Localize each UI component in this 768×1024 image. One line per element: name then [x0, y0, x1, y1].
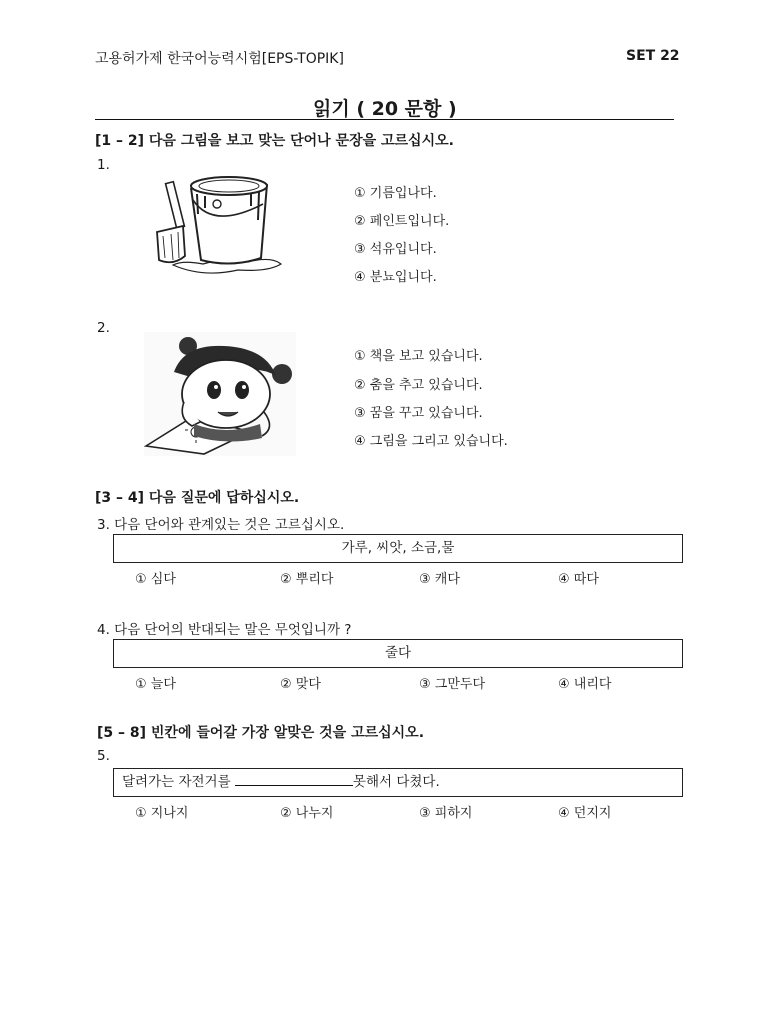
q3-prompt: 3. 다음 단어와 관계있는 것은 고르십시오. [97, 517, 345, 533]
q4-option-3[interactable]: ③ 그만두다 [419, 677, 486, 692]
section1-instruction [95, 130, 454, 150]
header-right: SET 22 [626, 48, 680, 64]
girl-drawing-image [144, 332, 296, 456]
q3-option-4[interactable]: ④ 따다 [558, 572, 599, 587]
q4-prompt: 4. 다음 단어의 반대되는 말은 무엇입니까 ? [97, 622, 352, 638]
q3-option-3[interactable]: ③ 캐다 [419, 572, 460, 587]
q3-option-2[interactable]: ② 뿌리다 [280, 572, 334, 587]
q1-option-3[interactable]: ③ 석유입니다. [354, 242, 437, 257]
q1-option-1[interactable]: ① 기름입나다. [354, 186, 437, 201]
page-title: 읽기 ( 20 문항 ) [313, 98, 457, 120]
q5-sentence-after: 못해서 다쳤다. [352, 774, 440, 790]
q5-option-2[interactable]: ② 나누지 [280, 806, 334, 821]
q2-option-2[interactable]: ② 춤을 추고 있습니다. [354, 378, 483, 393]
section2-instruction [95, 487, 299, 507]
q4-option-2[interactable]: ② 맞다 [280, 677, 321, 692]
section3-instruction-text: [5 – 8] 빈칸에 들어갈 가장 알맞은 것을 고르십시오. [97, 725, 425, 741]
q5-option-3[interactable]: ③ 피하지 [419, 806, 473, 821]
q4-word-box-text: 줄다 [384, 645, 412, 661]
q5-option-1[interactable]: ① 지나지 [135, 806, 189, 821]
header-left: 고용허가제 한국어능력시험[EPS-TOPIK] [95, 51, 344, 67]
section2-instruction-text: [3 – 4] 다음 질문에 답하십시오. [95, 490, 300, 506]
q2-number: 2. [97, 320, 110, 336]
q1-option-2[interactable]: ② 페인트입니다. [354, 214, 450, 229]
q4-option-1[interactable]: ① 늘다 [135, 677, 176, 692]
q3-option-1[interactable]: ① 심다 [135, 572, 176, 587]
q5-sentence-before: 달려가는 자전거를 [122, 774, 235, 790]
q5-number: 5. [97, 748, 110, 764]
q1-option-4[interactable]: ④ 분뇨입니다. [354, 270, 437, 285]
q3-word-box [113, 534, 683, 563]
q2-option-3[interactable]: ③ 꿈을 꾸고 있습니다. [354, 406, 483, 421]
q3-word-box-text: 가루, 씨앗, 소금,물 [341, 540, 455, 556]
paint-bucket-image [143, 170, 293, 280]
q5-blank [235, 773, 353, 786]
q2-option-4[interactable]: ④ 그림을 그리고 있습니다. [354, 434, 508, 449]
q4-option-4[interactable]: ④ 내리다 [558, 677, 612, 692]
q2-option-1[interactable]: ① 책을 보고 있습니다. [354, 349, 483, 364]
title-rule [95, 119, 674, 120]
q4-word-box [113, 639, 683, 668]
q5-sentence-box [113, 768, 683, 797]
q5-option-4[interactable]: ④ 던지지 [558, 806, 612, 821]
q1-number: 1. [97, 157, 110, 173]
section1-instruction-text: [1 – 2] 다음 그림을 보고 맞는 단어나 문장을 고르십시오. [95, 133, 454, 149]
section3-instruction [97, 722, 424, 742]
